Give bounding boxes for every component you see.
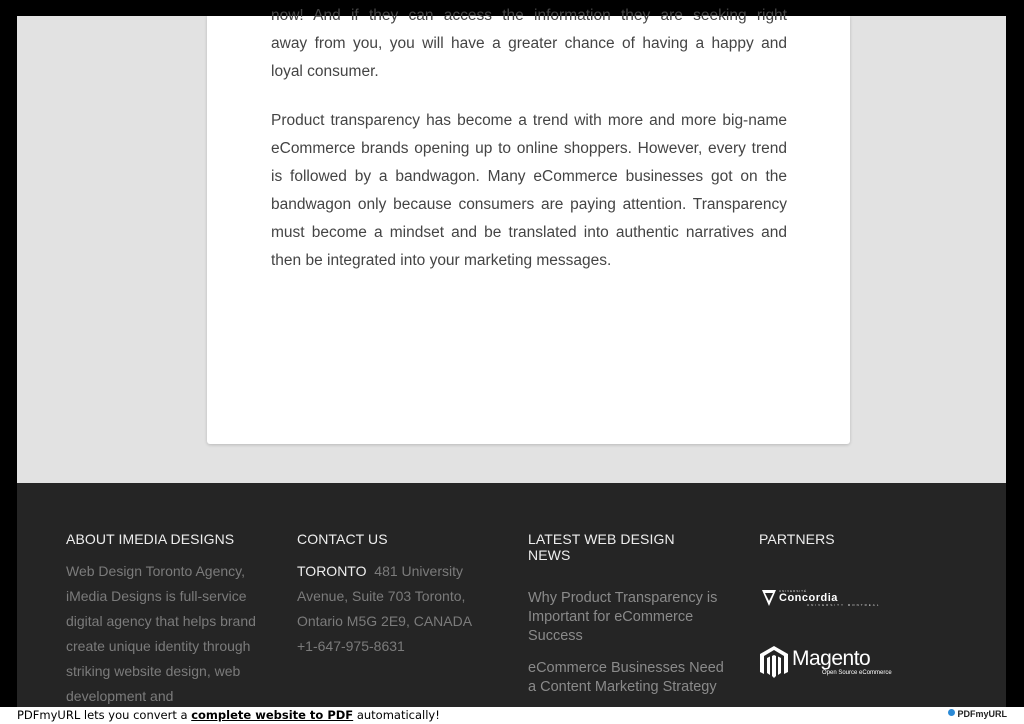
pdf-banner-link[interactable]: complete website to PDF	[191, 708, 354, 722]
concordia-bottom-text: UNIVERSITY MONTREAL	[807, 602, 881, 607]
news-list	[528, 589, 728, 697]
footer-news	[528, 531, 728, 697]
news-link[interactable]: eCommerce Businesses Need a Content Marketing Strategy	[528, 660, 724, 695]
pdf-banner-prefix: PDFmyURL lets you convert a	[17, 708, 192, 722]
magento-icon	[759, 645, 789, 679]
footer-about-heading: ABOUT IMEDIA DESIGNS	[66, 531, 235, 547]
article-body	[271, 7, 787, 275]
contact-city: TORONTO	[297, 563, 367, 579]
partner-logo-concordia[interactable]	[761, 589, 880, 607]
footer-contact-text	[297, 559, 487, 659]
article-line: loyal consumer.	[271, 63, 379, 80]
article-line: away from you, you will have a greater chance of having a happy and	[271, 35, 787, 52]
partner-logo-magento[interactable]	[759, 645, 892, 679]
page-background	[17, 7, 1006, 483]
pdf-banner-suffix: automatically!	[353, 708, 440, 722]
contact-phone[interactable]: +1-647-975-8631	[297, 638, 405, 654]
magento-sub: Open Source eCommerce	[822, 670, 892, 676]
footer-contact-heading: CONTACT US	[297, 531, 388, 547]
article-paragraph: Product transparency has become a trend with more and more big-name eCommerce brands opening up to online shoppers. However, every trend is followed by a bandwagon. Many eCommerce businesses got on the bandwagon only because consumers are paying attention. Transparency must become a mindset and be translated into authentic narratives and then be integrated into your marketing messages.	[271, 112, 787, 269]
footer-news-heading: LATEST WEB DESIGN NEWS	[528, 531, 675, 563]
footer-contact	[297, 531, 487, 659]
article-card	[207, 7, 850, 444]
concordia-name: Concordia	[779, 591, 838, 604]
news-link[interactable]: Why Product Transparency is Important for eCommerce Success	[528, 590, 718, 644]
contact-address: 481 University Avenue, Suite 703 Toronto, Ontario M5G 2E9, CANADA	[297, 563, 473, 629]
pdfmyurl-icon	[948, 709, 955, 716]
pdfmyurl-logo[interactable]	[948, 709, 1007, 719]
site-footer	[17, 483, 1006, 707]
pdf-banner	[0, 707, 1024, 724]
footer-about-text: Web Design Toronto Agency, iMedia Designs is full-service digital agency that helps brand create unique identity through striking website design, web development and	[66, 563, 256, 704]
pdf-banner-message	[17, 708, 440, 722]
pdfmyurl-brand-text: PDFmyURL	[957, 709, 1007, 719]
footer-partners	[759, 531, 959, 547]
footer-about	[66, 531, 266, 709]
magento-name: Magento	[792, 647, 871, 670]
footer-partners-heading: PARTNERS	[759, 531, 835, 547]
article-clipped-line: now! And if they can access the information they are seeking right	[271, 7, 787, 24]
concordia-shield-icon	[761, 589, 777, 607]
concordia-top-text: UNIVERSITÉ	[779, 588, 808, 593]
